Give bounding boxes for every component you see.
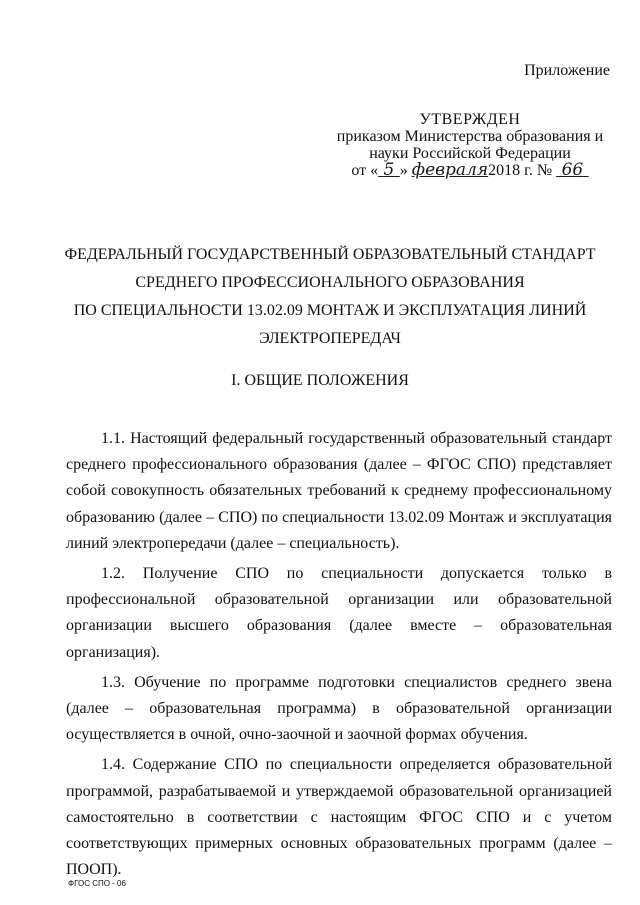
date-mid: » [399,162,408,179]
paragraph-1-2: 1.2. Получение СПО по специальности допускается только в профессиональной образовательной организации или образовательной организации высшего образования (далее вместе – образовательная организация). [66,565,612,661]
date-prefix: от « [351,162,379,179]
body-text [66,426,612,887]
title-line-3: ПО СПЕЦИАЛЬНОСТИ 13.02.09 МОНТАЖ И ЭКСПЛУАТАЦИЯ ЛИНИЙ [73,302,587,319]
title-line-4: ЭЛЕКТРОПЕРЕДАЧ [259,330,401,347]
document-title [60,241,600,353]
paragraph-1-4: 1.4. Содержание СПО по специальности определяется образовательной программой, разрабатываемой и утверждаемой образовательной организацией самостоятельно в соответствии с настоящим ФГОС СПО и с учетом соответствующих примерных основных образовательных программ (далее – ПООП). [66,756,612,879]
section-heading: I. ОБЩИЕ ПОЛОЖЕНИЯ [231,372,409,389]
date-day: 5 [383,160,395,180]
order-number: 66 [561,160,584,180]
appendix-label: Приложение [524,62,610,79]
order-line-1: приказом Министерства образования и [336,128,604,145]
approved-heading: УТВЕРЖДЕН [419,111,521,128]
approval-block [330,111,610,179]
footer-code: ФГОС СПО - 06 [68,879,126,888]
title-line-1: ФЕДЕРАЛЬНЫЙ ГОСУДАРСТВЕННЫЙ ОБРАЗОВАТЕЛЬНЫЙ СТАНДАРТ [64,246,596,263]
date-month: февраля [411,160,489,180]
paragraph-1-3: 1.3. Обучение по программе подготовки специалистов среднего звена (далее – образовательная программа) в образовательной организации осуществляется в очной, очно-заочной и заочной формах обучения. [66,673,612,744]
date-year: 2018 г. № [488,162,553,179]
order-date-line [330,162,610,179]
paragraph-1-1: 1.1. Настоящий федеральный государственный образовательный стандарт среднего профессионального образования (далее – ФГОС СПО) представляет собой совокупность обязательных требований к среднему профессиональному образованию (далее – СПО) по специальности 13.02.09 Монтаж и эксплуатация линий электропередачи (далее – специальность). [66,430,612,552]
title-line-2: СРЕДНЕГО ПРОФЕССИОНАЛЬНОГО ОБРАЗОВАНИЯ [135,274,525,291]
order-line-2: науки Российской Федерации [369,145,571,162]
